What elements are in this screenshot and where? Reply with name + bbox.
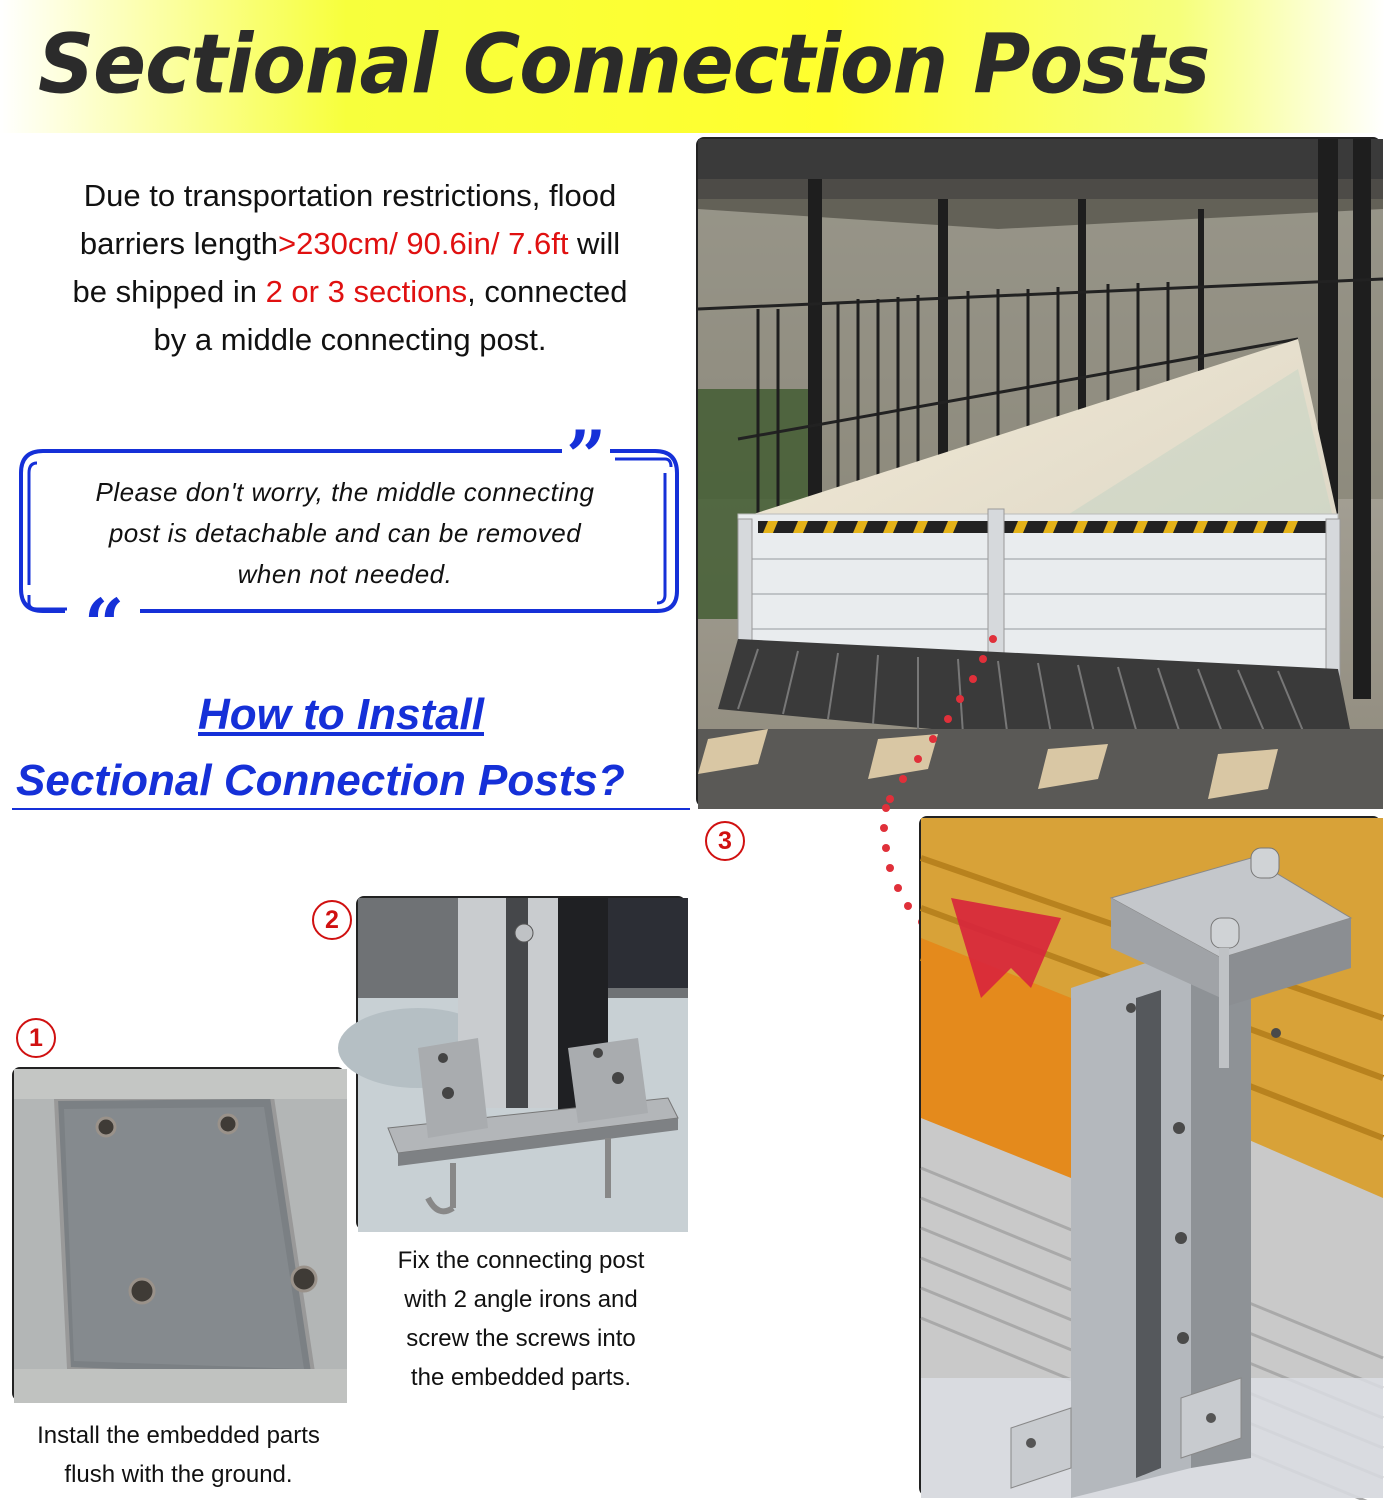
length-highlight: >230cm/ 90.6in/ 7.6ft (278, 226, 569, 261)
intro-line-1: Due to transportation restrictions, flood (83, 178, 617, 213)
heading-underline (12, 808, 690, 810)
page-title: Sectional Connection Posts (38, 17, 1210, 113)
step-2-caption-line-4: the embedded parts. (410, 1364, 632, 1391)
sections-highlight: 2 or 3 sections (265, 274, 468, 309)
title-banner (0, 0, 1385, 133)
step-2-caption-line-1: Fix the connecting post (397, 1247, 645, 1274)
how-to-heading-line-2: Sectional Connection Posts? (16, 756, 625, 805)
post-mounting-photo (356, 896, 686, 1230)
step-2-caption (356, 1241, 686, 1397)
note-line-1: Please don't worry, the middle connecting (95, 477, 595, 507)
step-1-badge: 1 (16, 1018, 56, 1058)
step-3-badge: 3 (705, 821, 745, 861)
note-text (30, 472, 660, 595)
connecting-post-closeup-photo (919, 816, 1381, 1496)
how-to-heading-line-1: How to Install (198, 690, 484, 739)
intro-line-2 (20, 220, 680, 268)
intro-paragraph (20, 172, 680, 364)
intro-text: barriers length (79, 226, 279, 261)
step-1-caption-line-2: flush with the ground. (64, 1461, 293, 1488)
step-1-caption (12, 1416, 345, 1494)
step-2-caption-line-2: with 2 angle irons and (404, 1286, 638, 1313)
close-quote-icon: ” (562, 422, 610, 492)
open-quote-icon: “ (80, 590, 128, 630)
note-line-2: post is detachable and can be removed (108, 518, 582, 548)
note-line-3: when not needed. (237, 559, 453, 589)
intro-line-3 (20, 268, 680, 316)
step-2-caption-line-3: screw the screws into (406, 1325, 636, 1352)
intro-text: be shipped in (72, 274, 266, 309)
step-1-caption-line-1: Install the embedded parts (37, 1422, 320, 1449)
intro-text: , connected (467, 274, 628, 309)
installed-barrier-photo (696, 137, 1381, 807)
embedded-part-photo (12, 1067, 345, 1401)
intro-line-4: by a middle connecting post. (153, 322, 547, 357)
step-2-badge: 2 (312, 900, 352, 940)
intro-text: will (568, 226, 621, 261)
